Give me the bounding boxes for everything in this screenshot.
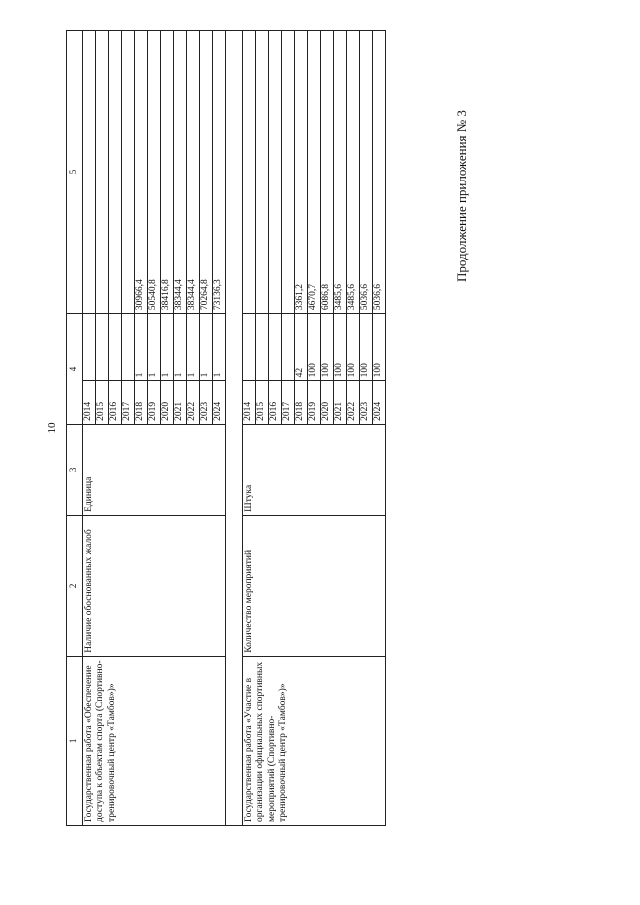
count-cell: 1: [161, 314, 174, 381]
value-cell: 70264,8: [200, 31, 213, 314]
unit-name: Единица: [83, 424, 226, 515]
value-cell: 6086,8: [321, 31, 334, 314]
value-cell: 38344,4: [174, 31, 187, 314]
count-cell: 100: [360, 314, 373, 381]
year-cell: 2015: [96, 381, 109, 425]
value-cell: 5036,6: [360, 31, 373, 314]
value-cell: 3361,2: [295, 31, 308, 314]
count-cell: 100: [347, 314, 360, 381]
count-cell: 1: [187, 314, 200, 381]
count-cell: 1: [213, 314, 226, 381]
value-cell: [269, 31, 282, 314]
unit-name: Штука: [243, 424, 386, 515]
year-cell: 2021: [174, 381, 187, 425]
value-cell: 50540,8: [148, 31, 161, 314]
appendix-table: [66, 30, 386, 826]
count-cell: [122, 314, 135, 381]
count-cell: [96, 314, 109, 381]
section-spacer: [226, 31, 243, 826]
count-cell: [243, 314, 256, 381]
page-number: 10: [46, 422, 58, 434]
column-header-2: 2: [67, 515, 83, 656]
value-cell: 73136,3: [213, 31, 226, 314]
count-cell: 100: [334, 314, 347, 381]
work-description: Государственная работа «Обеспечение доступа к объектам спорта (Спортивно-тренировочный центр «Тамбов»)»: [83, 656, 226, 825]
year-cell: 2023: [360, 381, 373, 425]
count-cell: 100: [321, 314, 334, 381]
value-cell: 30966,4: [135, 31, 148, 314]
continuation-label: Продолжение приложения № 3: [454, 110, 469, 282]
spacer-cell: [226, 31, 243, 826]
year-cell: 2016: [269, 381, 282, 425]
count-cell: 100: [373, 314, 386, 381]
column-header-5: 5: [67, 31, 83, 314]
year-cell: 2020: [161, 381, 174, 425]
count-cell: [109, 314, 122, 381]
value-cell: 38416,8: [161, 31, 174, 314]
count-cell: 42: [295, 314, 308, 381]
column-number-row: [67, 31, 83, 826]
year-cell: 2024: [213, 381, 226, 425]
year-cell: 2023: [200, 381, 213, 425]
count-cell: 100: [308, 314, 321, 381]
count-cell: 1: [174, 314, 187, 381]
value-cell: 4670,7: [308, 31, 321, 314]
column-header-1: 1: [67, 656, 83, 825]
column-header-3: 3: [67, 424, 83, 515]
value-cell: 3485,6: [347, 31, 360, 314]
year-cell: 2016: [109, 381, 122, 425]
count-cell: 1: [148, 314, 161, 381]
value-cell: [256, 31, 269, 314]
year-cell: 2024: [373, 381, 386, 425]
year-cell: 2017: [282, 381, 295, 425]
count-cell: [256, 314, 269, 381]
year-cell: 2021: [334, 381, 347, 425]
count-cell: [83, 314, 96, 381]
indicator-name: Наличие обоснованных жалоб: [83, 515, 226, 656]
table-row: [83, 31, 96, 826]
value-cell: [122, 31, 135, 314]
year-cell: 2022: [347, 381, 360, 425]
rotated-table-wrapper: [66, 30, 590, 826]
table-row: [243, 31, 256, 826]
value-cell: 38344,4: [187, 31, 200, 314]
work-description: Государственная работа «Участие в организации официальных спортивных мероприятий (Спортивно-тренировочный центр «Тамбов»)»: [243, 656, 386, 825]
count-cell: [282, 314, 295, 381]
year-cell: 2022: [187, 381, 200, 425]
value-cell: [243, 31, 256, 314]
year-cell: 2014: [243, 381, 256, 425]
year-cell: 2018: [295, 381, 308, 425]
value-cell: [109, 31, 122, 314]
count-cell: [269, 314, 282, 381]
year-cell: 2020: [321, 381, 334, 425]
year-cell: 2014: [83, 381, 96, 425]
value-cell: [282, 31, 295, 314]
value-cell: 3485,6: [334, 31, 347, 314]
count-cell: 1: [135, 314, 148, 381]
value-cell: [83, 31, 96, 314]
table-body: [83, 31, 386, 826]
value-cell: 5036,6: [373, 31, 386, 314]
year-cell: 2019: [308, 381, 321, 425]
year-cell: 2018: [135, 381, 148, 425]
column-header-4: 4: [67, 314, 83, 425]
year-cell: 2015: [256, 381, 269, 425]
year-cell: 2019: [148, 381, 161, 425]
value-cell: [96, 31, 109, 314]
indicator-name: Количество мероприятий: [243, 515, 386, 656]
count-cell: 1: [200, 314, 213, 381]
year-cell: 2017: [122, 381, 135, 425]
